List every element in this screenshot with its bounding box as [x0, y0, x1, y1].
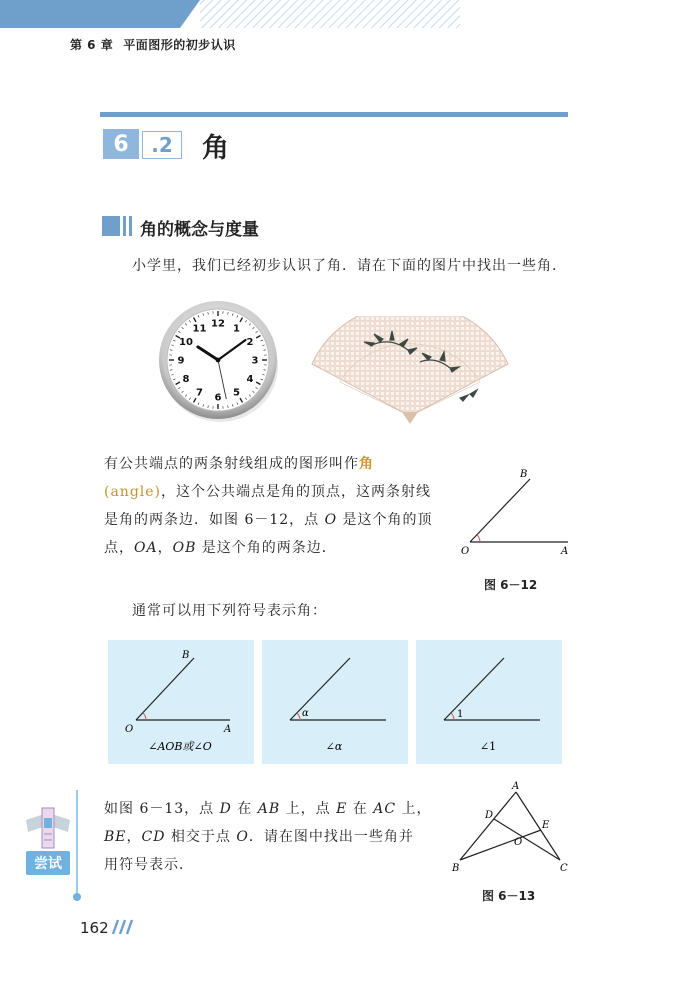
try-paragraph [104, 795, 434, 879]
try-text: 上， [396, 801, 432, 817]
definition-paragraph [104, 450, 456, 562]
try-text: 在 [347, 801, 374, 817]
definition-line-4 [104, 534, 456, 562]
angle-arc [477, 535, 480, 542]
header-band [0, 0, 700, 28]
figure-6-13 [448, 778, 578, 882]
symbol-intro-paragraph: 通常可以用下列符号表示角： [132, 603, 327, 619]
label-a: A [561, 546, 569, 557]
section-number-box [103, 129, 182, 159]
chapter-heading [70, 36, 236, 53]
variable: BE [104, 829, 127, 845]
panel-1-label-a: A [224, 724, 232, 735]
clock-number: 11 [192, 323, 207, 335]
clock-number: 8 [182, 374, 190, 385]
try-line-1 [104, 795, 434, 823]
try-text: 如图 6－13，点 [104, 801, 220, 817]
definition-text: 是这个角的两条边． [196, 540, 337, 556]
try-text: 在 [231, 801, 258, 817]
definition-text: 是角的两条边．如图 6－12，点 [104, 512, 325, 528]
figure-6-13-caption: 图 6－13 [482, 889, 536, 903]
subsection-title: 角的概念与度量 [140, 220, 259, 240]
figure-6-12-caption: 图 6－12 [484, 578, 538, 592]
variable: E [336, 801, 348, 817]
clock-number: 10 [178, 337, 193, 348]
symbol-panel-2 [262, 640, 408, 764]
try-text: 相交于点 [165, 829, 237, 845]
panel-2-inner-label: α [302, 708, 309, 719]
panel-3-inner-label: 1 [457, 709, 464, 720]
segment-ac [516, 792, 560, 860]
definition-line-1 [104, 450, 456, 478]
definition-line-3 [104, 506, 456, 534]
definition-text: 点， [104, 540, 134, 556]
try-text: ．请在图中找出一些角并 [248, 829, 414, 845]
variable: OB [172, 540, 197, 556]
variable: OA [134, 540, 158, 556]
ray-ob [470, 479, 530, 542]
try-telescope-icon [22, 804, 74, 852]
try-text: ， [126, 829, 142, 845]
fan-image [310, 316, 510, 424]
try-line-2 [104, 823, 434, 851]
chapter-title: 平面图形的初步认识 [123, 38, 236, 52]
try-side-line [76, 790, 78, 898]
label-o: O [461, 546, 470, 557]
try-badge: 尝试 [26, 851, 70, 875]
panel-1-label-b: B [182, 650, 190, 661]
definition-text: ，这个公共端点是角的顶点，这两条射线 [161, 484, 432, 500]
panel-3-caption: ∠1 [479, 740, 497, 753]
definition-text: 有公共端点的两条射线组成的图形叫作 [104, 456, 359, 472]
variable: O [236, 829, 249, 845]
term-angle: 角 [359, 456, 374, 472]
symbol-panel-1-figure [108, 640, 254, 764]
try-line-3 [104, 851, 434, 879]
panel-1-caption: ∠AOB或∠O [148, 740, 212, 753]
label-e: E [542, 820, 550, 831]
page-number: 162 [80, 919, 109, 937]
panel-1-label-o: O [125, 724, 134, 735]
clock-image [158, 300, 282, 424]
symbol-panel-1 [108, 640, 254, 764]
chapter-label: 第 6 章 [70, 38, 114, 52]
label-a: A [512, 781, 520, 792]
definition-line-2 [104, 478, 456, 506]
variable: D [219, 801, 232, 817]
clock-number: 1 [233, 323, 240, 335]
term-angle-english: (angle) [104, 484, 162, 500]
subsection-bars-icon [102, 216, 134, 236]
label-b: B [520, 469, 528, 480]
try-side-dot [73, 893, 81, 901]
clock-number: 3 [251, 355, 259, 367]
clock-number: 7 [196, 387, 203, 399]
clock-number: 5 [233, 387, 240, 399]
section-number: 6 [103, 129, 139, 159]
variable: AC [373, 801, 397, 817]
variable: O [324, 512, 338, 528]
label-c: C [560, 863, 568, 874]
clock-number: 2 [246, 337, 254, 348]
variable: CD [141, 829, 166, 845]
variable: AB [257, 801, 281, 817]
clock-number: 4 [246, 374, 254, 385]
label-o: O [514, 837, 523, 848]
try-text: 用符号表示． [104, 857, 194, 873]
section-title-rule [100, 112, 568, 117]
symbol-panel-3 [416, 640, 562, 764]
label-b: B [452, 863, 460, 874]
clock-number: 9 [177, 355, 185, 367]
intro-paragraph: 小学里，我们已经初步认识了角．请在下面的图片中找出一些角． [132, 258, 567, 274]
symbol-panel-3-figure [416, 640, 562, 764]
definition-text: ， [157, 540, 173, 556]
page-number-slashes-icon [108, 918, 134, 936]
section-sub-number: .2 [142, 131, 182, 159]
definition-text: 是这个角的顶 [337, 512, 433, 528]
label-d: D [485, 810, 494, 821]
symbol-panel-2-figure [262, 640, 408, 764]
panel-2-caption: ∠α [325, 740, 343, 753]
figure-6-12 [458, 465, 578, 565]
clock-number: 6 [214, 392, 222, 404]
clock-number: 12 [211, 318, 225, 330]
try-text: 上，点 [280, 801, 337, 817]
section-title: 角 [202, 133, 229, 164]
segment-cd [494, 819, 560, 860]
